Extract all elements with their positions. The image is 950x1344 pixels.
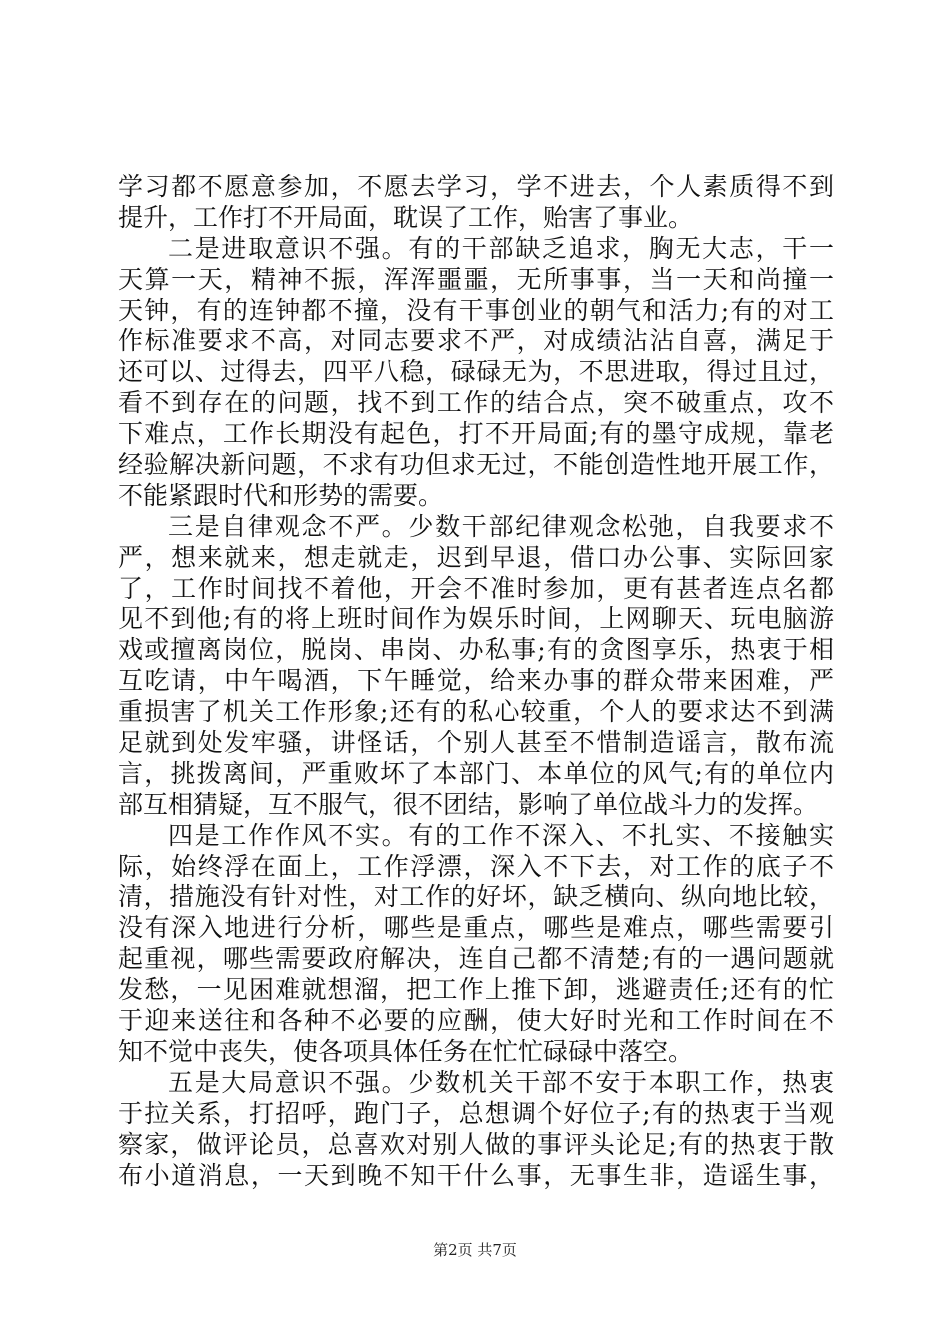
text-line: 戏或擅离岗位，脱岗、串岗、办私事;有的贪图享乐，热衷于相: [118, 635, 834, 665]
text-line: 互吃请，中午喝酒，下午睡觉，给来办事的群众带来困难，严: [118, 666, 834, 696]
text-line: 学习都不愿意参加，不愿去学习，学不进去，个人素质得不到: [118, 172, 834, 201]
text-line: 提升，工作打不开局面，耽误了工作，贻害了事业。: [118, 202, 694, 232]
text-line: 看不到存在的问题，找不到工作的结合点，突不破重点，攻不: [118, 388, 834, 418]
text-line: 天钟，有的连钟都不撞，没有干事创业的朝气和活力;有的对工: [118, 295, 834, 325]
text-line: 起重视，哪些需要政府解决，连自己都不清楚;有的一遇问题就: [118, 944, 834, 974]
text-line: 于拉关系，打招呼，跑门子，总想调个好位子;有的热衷于当观: [118, 1098, 834, 1128]
text-line: 作标准要求不高，对同志要求不严，对成绩沾沾自喜，满足于: [118, 326, 834, 356]
text-line: 发愁，一见困难就想溜，把工作上推下卸，逃避责任;还有的忙: [118, 975, 834, 1005]
text-line: 三是自律观念不严。少数干部纪律观念松弛，自我要求不: [168, 511, 834, 541]
page-footer: 第2页 共7页: [433, 1241, 517, 1259]
text-line: 言，挑拨离间，严重败坏了本部门、本单位的风气;有的单位内: [118, 758, 834, 788]
text-line: 下难点，工作长期没有起色，打不开局面;有的墨守成规，靠老: [118, 419, 834, 449]
text-line: 布小道消息，一天到晚不知干什么事，无事生非，造谣生事，: [118, 1160, 834, 1190]
text-line: 足就到处发牢骚，讲怪话，个别人甚至不惜制造谣言，散布流: [118, 728, 834, 758]
text-line: 见不到他;有的将上班时间作为娱乐时间，上网聊天、玩电脑游: [118, 604, 834, 634]
text-line: 五是大局意识不强。少数机关干部不安于本职工作，热衷: [168, 1067, 834, 1097]
text-line: 没有深入地进行分析，哪些是重点，哪些是难点，哪些需要引: [118, 913, 834, 943]
text-line: 了，工作时间找不着他，开会不准时参加，更有甚者连点名都: [118, 573, 834, 603]
text-line: 四是工作作风不实。有的工作不深入、不扎实、不接触实: [168, 820, 834, 850]
text-line: 重损害了机关工作形象;还有的私心较重，个人的要求达不到满: [118, 697, 834, 727]
text-line: 知不觉中丧失，使各项具体任务在忙忙碌碌中落空。: [118, 1036, 694, 1066]
text-line: 际，始终浮在面上，工作浮漂，深入不下去，对工作的底子不: [118, 851, 834, 881]
text-line: 天算一天，精神不振，浑浑噩噩，无所事事，当一天和尚撞一: [118, 264, 834, 294]
body-text: [118, 172, 834, 1191]
text-line: 经验解决新问题，不求有功但求无过，不能创造性地开展工作，: [118, 450, 834, 480]
text-line: 还可以、过得去，四平八稳，碌碌无为，不思进取，得过且过，: [118, 357, 834, 387]
text-line: 部互相猜疑，互不服气，很不团结，影响了单位战斗力的发挥。: [118, 789, 819, 819]
text-line: 于迎来送往和各种不必要的应酬，使大好时光和工作时间在不: [118, 1006, 834, 1036]
text-line: 二是进取意识不强。有的干部缺乏追求，胸无大志，干一: [168, 233, 834, 263]
text-line: 察家，做评论员，总喜欢对别人做的事评头论足;有的热衷于散: [118, 1129, 834, 1159]
text-line: 严，想来就来，想走就走，迟到早退，借口办公事、实际回家: [118, 542, 834, 572]
text-line: 清，措施没有针对性，对工作的好坏，缺乏横向、纵向地比较，: [118, 882, 834, 912]
text-line: 不能紧跟时代和形势的需要。: [118, 480, 444, 510]
